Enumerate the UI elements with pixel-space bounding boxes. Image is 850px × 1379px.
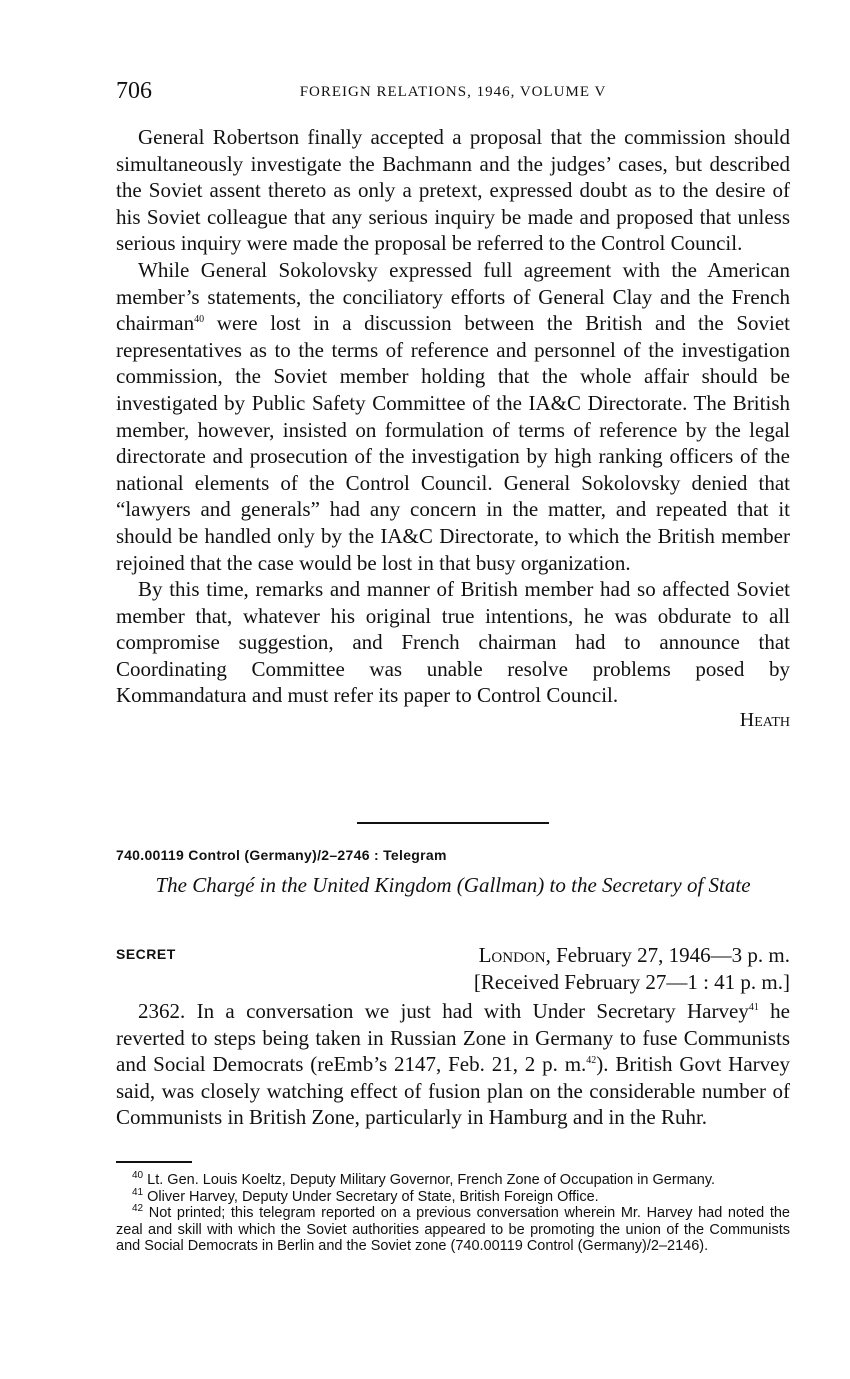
footnote	[116, 1172, 790, 1189]
classification-label: SECRET	[116, 946, 176, 962]
page-header	[116, 78, 790, 110]
footnote-ref: 42	[586, 1055, 597, 1067]
paragraph	[116, 257, 790, 576]
place: London	[478, 943, 546, 967]
footnote-number: 41	[132, 1186, 144, 1198]
footnote	[116, 1186, 790, 1206]
paragraph	[116, 998, 790, 1131]
body-text	[116, 124, 790, 731]
file-reference: 740.00119 Control (Germany)/2–2746 : Telegram	[116, 847, 447, 863]
footnote-divider	[116, 1161, 192, 1163]
running-title: FOREIGN RELATIONS, 1946, VOLUME V	[299, 84, 607, 100]
paragraph-text: were lost in a discussion between the British and the Soviet representatives as to the terms of reference and personnel of the investigation commission, the Soviet member holding that the whole affair should be investigated by Public Safety Committee of the IA&C Directorate. The British member, however, insisted on formulation of terms of reference by the legal directorate and prosecution of the investigation by high ranking officers of the national elements of the Control Council. General Sokolovsky denied that “lawyers and generals” had any concern in the matter, and repeated that it should be handled only by the IA&C Directorate, to which the British member rejoined that the case would be lost in that busy organization.	[116, 311, 790, 575]
footnote-text: Not printed; this telegram reported on a previous conversation wherein Mr. Harvey had noted the zeal and skill with which the Soviet authorities appeared to be promoting the union of the Communists and Social Democrats in Berlin and the Soviet zone (740.00119 Control (Germany)/2–2146).	[116, 1205, 790, 1254]
document-title: The Chargé in the United Kingdom (Gallman) to the Secretary of State	[155, 873, 751, 897]
paragraph-text: he reverted to steps being taken in Russian Zone in Germany to fuse Communists and Social Democrats (reEmb’s 2147, Feb. 21, 2 p. m.	[116, 999, 790, 1077]
footnote-number: 40	[132, 1170, 144, 1182]
footnote-text: Lt. Gen. Louis Koeltz, Deputy Military Governor, French Zone of Occupation in Germany.	[143, 1172, 716, 1188]
paragraph: By this time, remarks and manner of British member had so affected Soviet member that, whatever his original true intentions, he was obdurate to all compromise suggestion, and French chairman had to announce that Coordinating Committee was unable resolve problems posed by Kommandatura and must refer its paper to Control Council.	[116, 577, 790, 708]
paragraph-text: ). British Govt Harvey said, was closely watching effect of fusion plan on the considerable number of Communists in British Zone, particularly in Hamburg and in the Ruhr.	[116, 1052, 790, 1130]
footnote-number: 42	[132, 1203, 144, 1215]
sent-date: , February 27, 1946—3 p. m.	[545, 943, 790, 967]
paragraph: General Robertson finally accepted a proposal that the commission should simultaneously investigate the Bachmann and the judges’ cases, but described the Soviet assent thereto as only a pretext, expressed doubt as to the desire of his Soviet colleague that any serious inquiry be made and proposed that unless serious inquiry were made the proposal be referred to the Control Council.	[116, 125, 790, 256]
sent-line	[474, 942, 790, 969]
footnotes	[116, 1172, 790, 1255]
paragraph-text: 2362. In a conversation we just had with Under Secretary Harvey	[138, 999, 749, 1023]
signature: Heath	[739, 709, 790, 732]
page-number: 706	[116, 78, 152, 104]
footnote-text: Oliver Harvey, Deputy Under Secretary of State, British Foreign Office.	[143, 1188, 599, 1205]
dateline	[474, 942, 790, 996]
footnote-ref: 40	[194, 314, 205, 326]
received-line: [Received February 27—1 : 41 p. m.]	[473, 970, 790, 994]
footnote-ref: 41	[748, 1002, 759, 1013]
section-divider	[357, 822, 549, 824]
paragraph-text: While General Sokolovsky expressed full agreement with the American member’s statements, the conciliatory efforts of General Clay and the French chairman	[116, 257, 790, 336]
telegram-body	[116, 998, 790, 1131]
footnote	[116, 1205, 790, 1255]
